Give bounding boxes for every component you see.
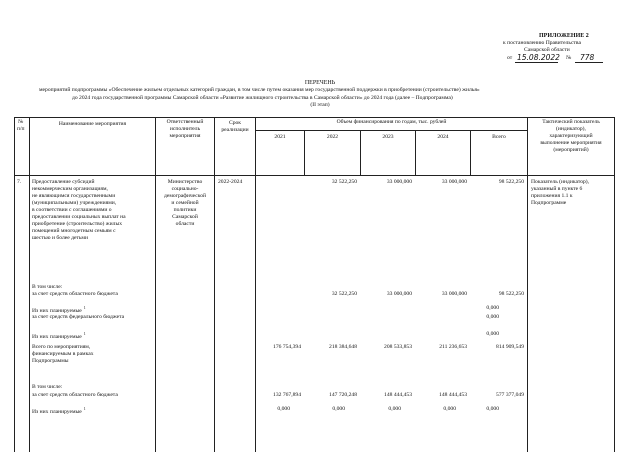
row7-exec-5: Самарской [172, 214, 198, 220]
heading-line1: мероприятий подпрограммы «Обеспечение жильем отдельных категорий граждан, в том числе путем оказания мер государственной поддержки в приобретении (строительстве) жилья» [39, 87, 480, 93]
row7-exec-1: социально- [171, 186, 199, 192]
appendix-number: 778 [580, 53, 595, 62]
sum-all-0: Всего по мероприятиям, [32, 344, 91, 350]
appendix-from-label: от [507, 55, 513, 61]
row7-2023: 33 000,000 [386, 179, 412, 185]
sum-all-total: 814 909,549 [496, 344, 524, 350]
row7-name-3: (муниципальными) учреждениями, [32, 200, 117, 206]
th-ind4: выполнение мероприятия [540, 140, 602, 146]
th-2021: 2021 [274, 134, 286, 140]
row7-exec-3: и семейной [171, 200, 199, 206]
th-2024: 2024 [437, 134, 449, 140]
sum-planned2: Из них планируемые$^1$ [32, 331, 86, 340]
appendix-title: ПРИЛОЖЕНИЕ 2 [539, 33, 589, 39]
row7-num: 7. [17, 179, 22, 185]
th-ind3: характеризующий [549, 133, 593, 139]
row7-name-6: приобретение (строительство) жилых [32, 221, 123, 227]
sum-regional1-total: 98 522,250 [498, 291, 524, 297]
sum-planned3-2021: 0,000 [277, 406, 290, 412]
row7-name-2: не являющимся государственными [32, 193, 116, 199]
row7-2024: 33 000,000 [441, 179, 467, 185]
sum-regional1-2024: 33 000,000 [441, 291, 467, 297]
sum-all-1: финансируемым в рамках [32, 351, 94, 357]
th-ind5: (мероприятий) [553, 147, 589, 153]
row7-ind-3: Подпрограмме [531, 200, 567, 206]
appendix-line1: к постановлению Правительства [503, 40, 581, 46]
sum-regional1-2022: 32 522,250 [331, 291, 357, 297]
row7-name-5: предоставлении социальных выплат на [32, 214, 126, 220]
sum-planned1-total: 0,000 [486, 305, 499, 311]
sum-planned2-total: 0,000 [486, 331, 499, 337]
row7-ind-0: Показатель (индикатор), [531, 179, 590, 185]
row7-name-4: в соответствии с соглашениями о [32, 207, 112, 213]
sum-all-2021: 176 754,394 [273, 344, 301, 350]
sum-regional2-total: 577 377,049 [496, 392, 524, 398]
row7-ind-2: приложения 1.1 к [531, 193, 573, 199]
sum-regional2: за счет средств областного бюджета [32, 392, 118, 398]
sum-all-2024: 211 236,653 [439, 344, 467, 350]
th-num2: п/п [17, 126, 25, 132]
sum-regional1: за счет средств областного бюджета [32, 291, 118, 297]
sum-all-2022: 218 384,648 [329, 344, 357, 350]
appendix-no-label: № [566, 55, 572, 61]
sum-regional2-2023: 148 444,453 [384, 392, 412, 398]
sum-planned1: Из них планируемые$^1$ [32, 305, 86, 314]
sum-all-2023: 208 533,853 [384, 344, 412, 350]
sum-planned3-2022: 0,000 [332, 406, 345, 412]
row7-ind-1: указанный в пункте 6 [531, 186, 583, 192]
th-term2: реализации [221, 127, 249, 133]
th-exec3: мероприятия [169, 133, 201, 139]
th-term1: Срок [228, 120, 242, 126]
sum-planned3-2023: 0,000 [388, 406, 401, 412]
th-ind1: Тактический показатель [542, 119, 600, 125]
sum-federal1: за счет средств федерального бюджета [32, 314, 125, 320]
heading-line2: до 2024 года государственной программы Самарской области «Развитие жилищного строительства в Самарской области» до 2024 года (далее – Подпрограмма) [72, 95, 453, 101]
heading-line3: (II этап) [310, 102, 330, 108]
row7-exec-0: Министерство [167, 179, 203, 185]
sum-incl1: В том числе: [32, 284, 63, 290]
th-name: Наименование мероприятия [58, 121, 127, 127]
sum-planned3-total: 0,000 [486, 406, 499, 412]
th-ind2: (индикатор), [556, 126, 586, 132]
row7-total: 98 522,250 [498, 179, 524, 185]
sum-regional1-2023: 33 000,000 [386, 291, 412, 297]
sum-planned3-2024: 0,000 [443, 406, 456, 412]
row7-name-8: шестью и более детьми [32, 235, 88, 241]
sum-federal1-total: 0,000 [486, 314, 499, 320]
th-total: Всего [492, 134, 506, 140]
row7-exec-4: политики [173, 207, 197, 213]
sum-regional2-2024: 148 444,453 [439, 392, 467, 398]
appendix-date: 15.08.2022 [517, 53, 560, 62]
row7-name-0: Предоставление субсидий [32, 179, 95, 185]
sum-planned3: Из них планируемые$^1$ [32, 406, 86, 415]
row7-exec-6: области [175, 221, 195, 227]
row7-name-7: помещений многодетным семьям с [32, 228, 116, 234]
sum-incl2: В том числе: [32, 384, 63, 390]
appendix-line2: Самарской области [524, 47, 570, 53]
row7-exec-2: демографической [164, 193, 206, 199]
row7-term: 2022-2024 [218, 179, 243, 185]
th-2022: 2022 [326, 134, 339, 140]
th-exec1: Ответственный [166, 119, 204, 125]
heading-title: ПЕРЕЧЕНЬ [304, 80, 336, 86]
th-num: № [18, 119, 24, 125]
sum-all-2: Подпрограммы [32, 358, 69, 364]
th-2023: 2023 [382, 134, 394, 140]
th-funding: Объем финансирования по годам, тыс. рублей [336, 119, 447, 125]
date-underline [515, 62, 558, 63]
row7-2022: 32 522,250 [331, 179, 357, 185]
sum-regional2-2021: 132 767,894 [273, 392, 301, 398]
row7-name-1: некоммерческим организациям, [32, 186, 108, 192]
number-underline [575, 62, 603, 63]
th-exec2: исполнитель [169, 126, 201, 132]
sum-regional2-2022: 147 720,248 [329, 392, 357, 398]
